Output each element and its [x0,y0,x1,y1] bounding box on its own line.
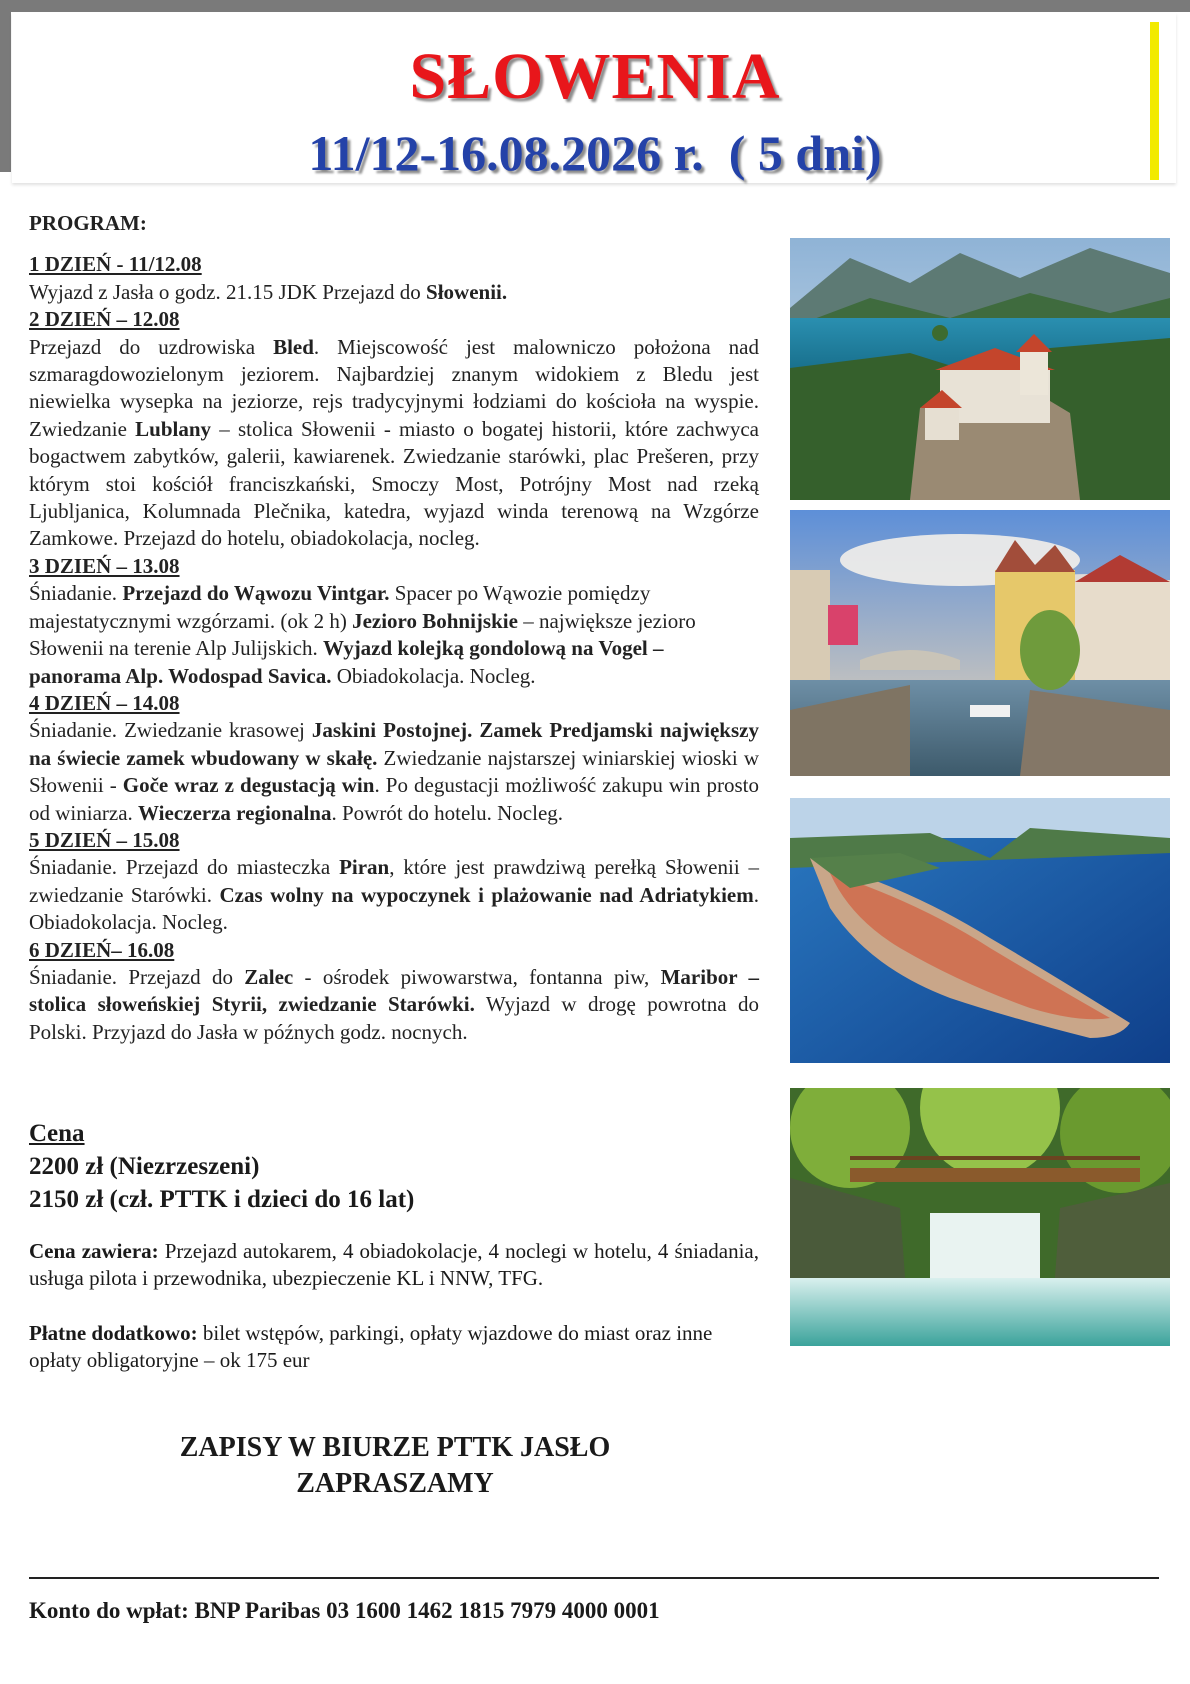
highlight-text: Słowenii. [426,279,508,304]
photo-ljubljana [790,510,1170,776]
day-header: 2 DZIEŃ – 12.08 [29,307,180,332]
highlight-text: Czas wolny na wypoczynek i plażowanie nad Adriatykiem [219,882,754,907]
price-includes [29,1238,759,1293]
day-header: 3 DZIEŃ – 13.08 [29,553,180,578]
plain-text: Śniadanie. Przejazd do [29,964,245,989]
price-member: 2150 zł (czł. PTTK i dzieci do 16 lat) [29,1186,415,1213]
extra-label: Płatne dodatkowo: [29,1321,198,1345]
plain-text: – stolica Słowenii - miasto o bogatej historii, które zachwyca bogactwem zabytków, galerii, kawiarenek. Zwiedzanie starówki, plac Prešeren, przy którym stoi kościół franciszkański, Smoczy Most, Potrójny Most nad rzeką Ljubljanica, Kolumnada Plečnika, katedra, wyjazd winda terenową na Wzgórze Zamkowe. Przejazd do hotelu, obiadokolacja, nocleg. [29,416,759,551]
price-section [29,1118,759,1216]
program-section [29,210,759,1046]
plain-text: Śniadanie. Zwiedzanie krasowej [29,718,312,743]
day-header: 1 DZIEŃ - 11/12.08 [29,252,202,277]
invitation-line: ZAPRASZAMY [296,1468,494,1499]
highlight-text: Bled [273,334,314,359]
program-days [29,251,759,1046]
plain-text: . Powrót do hotelu. Nocleg. [331,800,564,825]
plain-text: . Po degustacji możliwość zakupu win prosto od winiarza. [29,773,759,825]
program-label: PROGRAM: [29,211,147,235]
highlight-text: Przejazd do Wąwozu Vintgar. [122,581,390,606]
signup-info [100,1430,690,1502]
plain-text: – największe jezioro Słowenii na terenie Alp Julijskich. [29,608,696,661]
highlight-text: Jezioro Bohnijskie [352,608,518,633]
price-regular: 2200 zł (Niezrzeszeni) [29,1153,260,1180]
highlight-text: Wieczerza regionalna [138,800,332,825]
day-description [29,717,759,827]
plain-text: Obiadokolacja. Nocleg. [331,663,536,688]
day-description [29,854,759,936]
plain-text: Zwiedzanie najstarszej winiarskiej wioski w Słowenii - [29,745,759,798]
extra-costs [29,1320,759,1375]
plain-text: Przejazd do uzdrowiska [29,334,274,359]
plain-text: . Obiadokolacja. Nocleg. [29,882,759,935]
top-border [0,0,1190,12]
photo-vintgar-gorge [790,1088,1170,1346]
highlight-text: Lublany [135,416,212,441]
plain-text: Wyjazd z Jasła o godz. 21.15 JDK Przejazd do [29,279,427,304]
day-description [29,334,759,553]
plain-text: , które jest prawdziwą perełką Słowenii – zwiedzanie Starówki. [29,855,760,907]
day-header: 4 DZIEŃ – 14.08 [29,690,180,715]
photo-bled-lake [790,238,1170,500]
plain-text: - ośrodek piwowarstwa, fontanna piw, [293,964,661,989]
highlight-text: Wyjazd kolejką gondolową na Vogel – panorama Alp. Wodospad Savica. [29,636,664,688]
includes-text: Przejazd autokarem, 4 obiadokolacje, 4 noclegi w hotelu, 4 śniadania, usługa pilota i przewodnika, ubezpieczenie KL i NNW, TFG. [29,1239,759,1291]
highlight-text: Jaskini Postojnej. Zamek Predjamski największy na świecie zamek wbudowany w skałę. [29,718,759,770]
price-title: Cena [29,1120,85,1147]
plain-text: . Miejscowość jest malowniczo położona nad szmaragdowozielonym jeziorem. Najbardziej znanym widokiem z Bledu jest niewielka wysepka na jeziorze, rejs tradycyjnymi łodziami do kościoła na wyspie. Zwiedzanie [29,334,759,441]
highlight-text: Maribor – stolica słoweńskiej Styrii, zwiedzanie Starówki. [29,964,759,1017]
includes-label: Cena zawiera: [29,1239,159,1263]
bank-account: Konto do wpłat: BNP Paribas 03 1600 1462 1815 7979 4000 0001 [29,1598,660,1623]
footer-divider [29,1577,1159,1579]
photo-piran [790,798,1170,1063]
trip-dates: 11/12-16.08.2026 r. ( 5 dni) [308,125,882,181]
plain-text: Wyjazd w drogę powrotna do Polski. Przyjazd do Jasła w późnych godz. nocnych. [29,992,759,1044]
day-header: 5 DZIEŃ – 15.08 [29,827,180,852]
highlight-text: Goče wraz z degustacją win [122,773,375,798]
plain-text: Śniadanie. Przejazd do miasteczka [29,855,340,880]
page-title: SŁOWENIA [409,40,781,113]
plain-text: Śniadanie. [29,581,123,606]
day-description [29,964,759,1046]
day-description [29,279,759,306]
signup-line: ZAPISY W BIURZE PTTK JASŁO [179,1432,611,1463]
day-header: 6 DZIEŃ– 16.08 [29,937,175,962]
highlight-text: Piran [339,855,390,880]
plain-text: Spacer po Wąwozie pomiędzy majestatycznymi wzgórzami. (ok 2 h) [29,581,651,633]
day-description [29,580,759,690]
extra-text: bilet wstępów, parkingi, opłaty wjazdowe do miast oraz inne opłaty obligatoryjne – ok 175 eur [29,1321,713,1373]
highlight-text: Zalec [244,964,294,989]
